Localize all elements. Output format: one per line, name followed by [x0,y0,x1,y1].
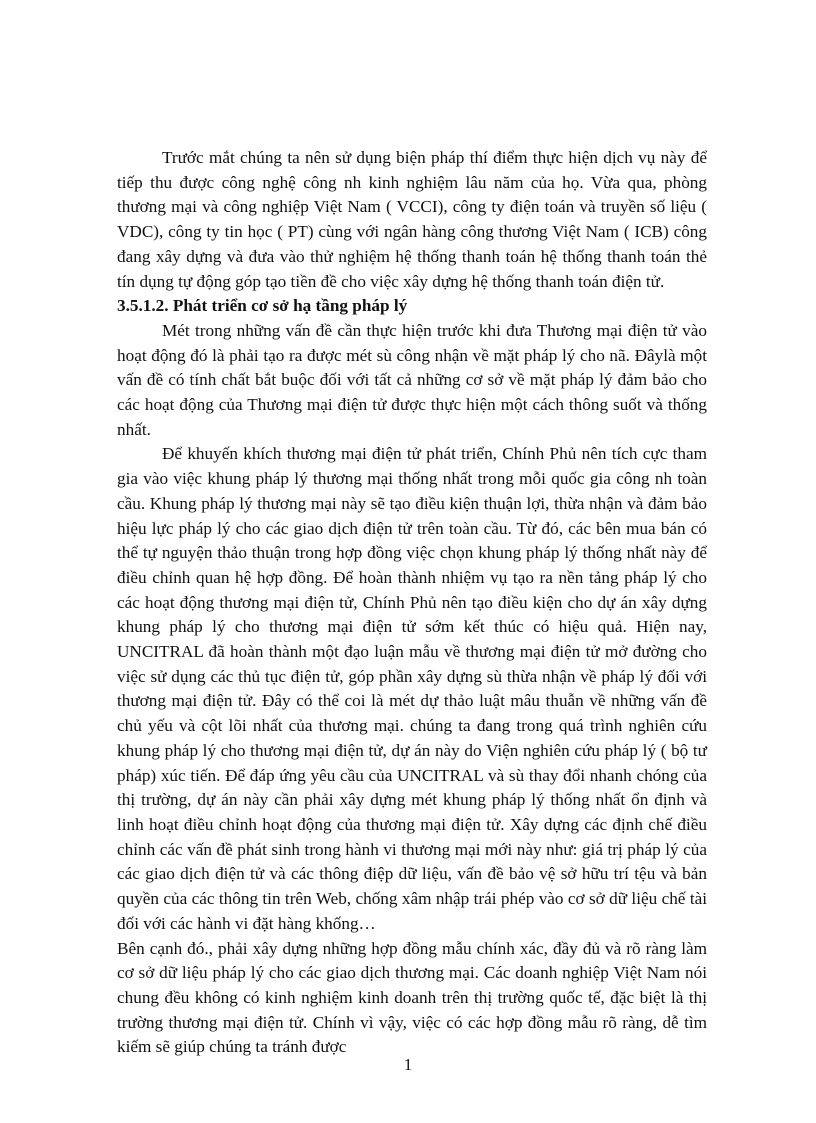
paragraph-pilot-payment: Trước mắt chúng ta nên sử dụng biện pháp thí điểm thực hiện dịch vụ này để tiếp thu được công nghệ công nh kinh nghiệm lâu năm của họ. Vừa qua, phòng thương mại và công nghiệp Việt Nam ( VCCI), công ty điện toán và truyền số liệu ( VDC), công ty tin học ( PT) cùng với ngân hàng công thương Việt Nam ( ICB) công đang xây dựng và đưa vào thử nghiệm hệ thống thanh toán hệ thống thanh toán thẻ tín dụng tự động góp tạo tiền đề cho việc xây dựng hệ thống thanh toán điện tử. [117,148,707,291]
section-heading-legal-infrastructure: 3.5.1.2. Phát triển cơ sở hạ tầng pháp lý [117,296,408,316]
paragraph-legal-recognition: Mét trong những vấn đề cần thực hiện trước khi đưa Thương mại điện tử vào hoạt động đó là phải tạo ra được mét sù công nhận về mặt pháp lý cho nã. Đâylà một vấn đề có tính chất bắt buộc đối với tất cả những cơ sở về mặt pháp lý đảm bảo cho các hoạt động của Thương mại điện tử được thực hiện một cách thông suốt và thống nhất. [117,320,707,439]
document-body [117,146,707,1060]
paragraph-model-contracts: Bên cạnh đó., phải xây dựng những hợp đồng mẫu chính xác, đầy đủ và rõ ràng làm cơ sở dữ liệu pháp lý cho các giao dịch thương mại. Các doanh nghiệp Việt Nam nói chung đều không có kinh nghiệm kinh doanh trên thị trường quốc tế, đặc biệt là thị trường thương mại điện tử. Chính vì vậy, việc có các hợp đồng mẫu rõ ràng, dễ tìm kiếm sẽ giúp chúng ta tránh được [117,938,707,1057]
paragraph-government-framework: Để khuyến khích thương mại điện tử phát triển, Chính Phủ nên tích cực tham gia vào việc khung pháp lý thương mại thống nhất trong mỗi quốc gia công nh toàn cầu. Khung pháp lý thương mại này sẽ tạo điều kiện thuận lợi, thừa nhận và đảm bảo hiệu lực pháp lý cho các giao dịch điện tử trên toàn cầu. Từ đó, các bên mua bán có thể tự nguyện thảo thuận trong hợp đồng việc chọn khung pháp lý thống nhất này để điều chỉnh quan hệ hợp đồng. Để hoàn thành nhiệm vụ tạo ra nền tảng pháp lý cho các hoạt động thương mại điện tử, Chính Phủ nên tạo điều kiện cho dự án xây dựng khung pháp lý cho thương mại điện tử sớm kết thúc có hiệu quả. Hiện nay, UNCITRAL đã hoàn thành một đạo luận mẫu về thương mại điện tử mở đường cho việc sử dụng các thủ tục điện tử, góp phần xây dựng sù thừa nhận về pháp lý đối với thương mại điện tử. Đây có thể coi là mét dự thảo luật mâu thuẫn về những vấn đề chủ yếu và cột lõi nhất của thương mại. chúng ta đang trong quá trình nghiên cứu khung pháp lý cho thương mại điện tử, dự án này do Viện nghiên cứu pháp lý ( bộ tư pháp) xúc tiến. Để đáp ứng yêu cầu của UNCITRAL và sù thay đổi nhanh chóng của thị trường, dự án này cần phải xây dựng mét khung pháp lý thống nhất ổn định và linh hoạt điều chỉnh hoạt động của thương mại điện tử. Xây dựng các định chế điều chỉnh các vấn đề phát sinh trong hành vi thương mại mới này như: giá trị pháp lý của các giao dịch điện tử và các thông điệp dữ liệu, vấn đề bảo vệ sở hữu trí tệu và bản quyền của các thông tin trên Web, chống xâm nhập trái phép vào cơ sở dữ liệu chế tài đối với các hành vi đặt hàng khống… [117,444,707,933]
page-number: 1 [403,1055,413,1074]
